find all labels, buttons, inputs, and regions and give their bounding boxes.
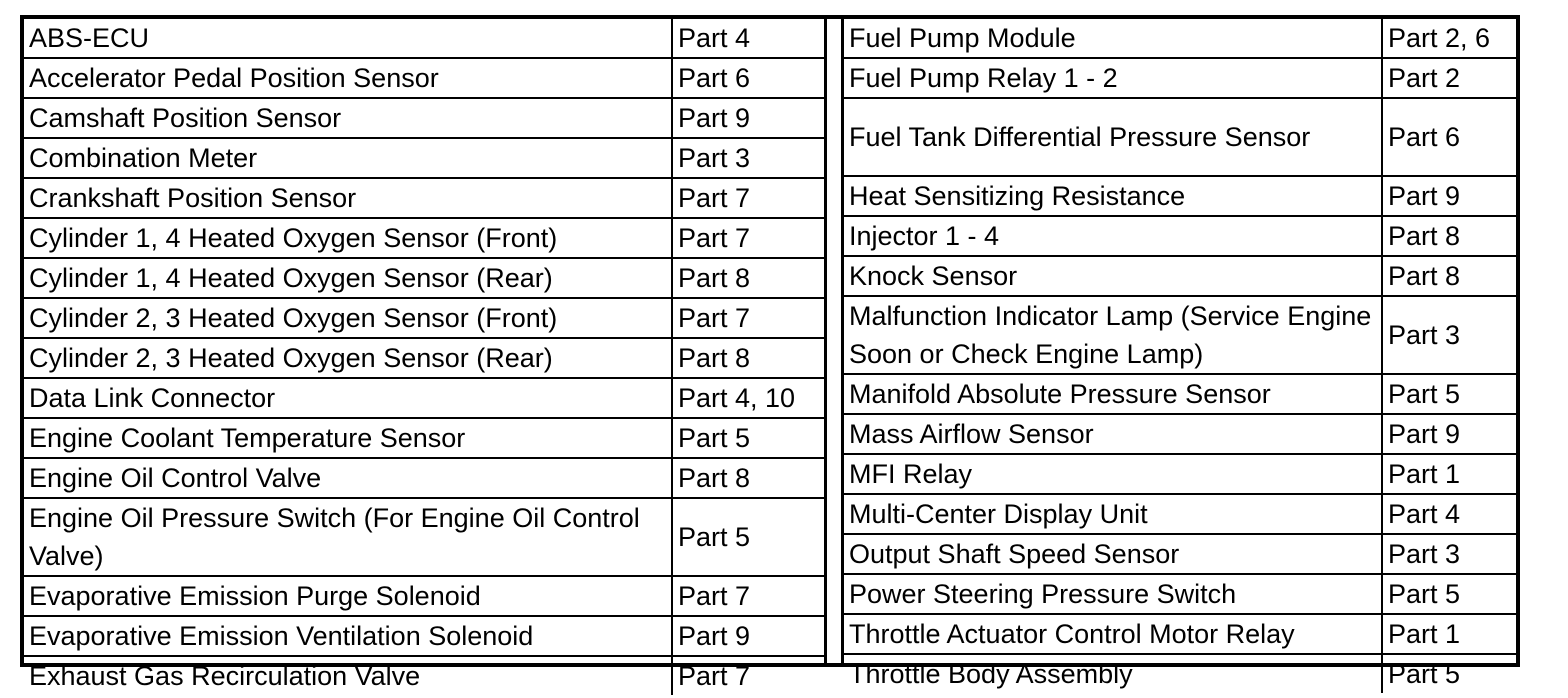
part-ref: Part 1 bbox=[1382, 454, 1516, 494]
part-ref: Part 6 bbox=[1382, 98, 1516, 176]
table-row bbox=[24, 656, 824, 695]
component-name: Engine Oil Pressure Switch (For Engine Oil Control Valve) bbox=[24, 498, 672, 576]
table-row bbox=[24, 498, 824, 576]
component-name: Knock Sensor bbox=[844, 256, 1382, 296]
part-ref: Part 7 bbox=[672, 656, 824, 695]
table-row bbox=[24, 218, 824, 258]
part-ref: Part 6 bbox=[672, 58, 824, 98]
table-row bbox=[24, 616, 824, 656]
part-ref: Part 3 bbox=[1382, 534, 1516, 574]
part-ref: Part 3 bbox=[672, 138, 824, 178]
table-row bbox=[844, 654, 1516, 693]
component-name: Malfunction Indicator Lamp (Service Engine Soon or Check Engine Lamp) bbox=[844, 296, 1382, 374]
component-name: Manifold Absolute Pressure Sensor bbox=[844, 374, 1382, 414]
table-row bbox=[844, 534, 1516, 574]
part-ref: Part 7 bbox=[672, 218, 824, 258]
table-row bbox=[844, 296, 1516, 374]
table-row bbox=[844, 454, 1516, 494]
component-name: Throttle Actuator Control Motor Relay bbox=[844, 614, 1382, 654]
part-ref: Part 4, 10 bbox=[672, 378, 824, 418]
component-name: Camshaft Position Sensor bbox=[24, 98, 672, 138]
component-name: MFI Relay bbox=[844, 454, 1382, 494]
part-ref: Part 9 bbox=[672, 616, 824, 656]
component-name: Throttle Body Assembly bbox=[844, 654, 1382, 693]
part-ref: Part 7 bbox=[672, 298, 824, 338]
part-ref: Part 5 bbox=[1382, 374, 1516, 414]
component-name: Mass Airflow Sensor bbox=[844, 414, 1382, 454]
part-ref: Part 5 bbox=[672, 498, 824, 576]
component-name: Power Steering Pressure Switch bbox=[844, 574, 1382, 614]
part-ref: Part 9 bbox=[1382, 414, 1516, 454]
component-name: Cylinder 1, 4 Heated Oxygen Sensor (Rear) bbox=[24, 258, 672, 298]
table-row bbox=[24, 418, 824, 458]
part-ref: Part 8 bbox=[1382, 256, 1516, 296]
table-row bbox=[844, 256, 1516, 296]
component-name: Heat Sensitizing Resistance bbox=[844, 176, 1382, 216]
part-ref: Part 8 bbox=[1382, 216, 1516, 256]
part-ref: Part 3 bbox=[1382, 296, 1516, 374]
part-ref: Part 5 bbox=[1382, 654, 1516, 693]
component-name: Fuel Pump Module bbox=[844, 19, 1382, 58]
part-ref: Part 4 bbox=[1382, 494, 1516, 534]
component-name: Data Link Connector bbox=[24, 378, 672, 418]
table-row bbox=[24, 298, 824, 338]
part-ref: Part 8 bbox=[672, 338, 824, 378]
component-name: Accelerator Pedal Position Sensor bbox=[24, 58, 672, 98]
component-name: Evaporative Emission Purge Solenoid bbox=[24, 576, 672, 616]
table-row bbox=[844, 216, 1516, 256]
part-ref: Part 5 bbox=[672, 418, 824, 458]
table-row bbox=[844, 494, 1516, 534]
part-ref: Part 1 bbox=[1382, 614, 1516, 654]
table-row bbox=[24, 178, 824, 218]
table-row bbox=[24, 458, 824, 498]
part-ref: Part 8 bbox=[672, 258, 824, 298]
component-name: Engine Oil Control Valve bbox=[24, 458, 672, 498]
column-divider-left bbox=[824, 19, 827, 663]
part-ref: Part 7 bbox=[672, 178, 824, 218]
table-row bbox=[24, 58, 824, 98]
table-row bbox=[844, 574, 1516, 614]
component-name: Multi-Center Display Unit bbox=[844, 494, 1382, 534]
table-row bbox=[844, 176, 1516, 216]
component-location-index bbox=[20, 15, 1520, 691]
table-row bbox=[24, 338, 824, 378]
component-name: Evaporative Emission Ventilation Solenoid bbox=[24, 616, 672, 656]
part-ref: Part 2 bbox=[1382, 58, 1516, 98]
table-row bbox=[844, 58, 1516, 98]
component-name: Combination Meter bbox=[24, 138, 672, 178]
component-name: Fuel Tank Differential Pressure Sensor bbox=[844, 98, 1382, 176]
component-name: Fuel Pump Relay 1 - 2 bbox=[844, 58, 1382, 98]
component-name: Exhaust Gas Recirculation Valve bbox=[24, 656, 672, 695]
table-row bbox=[844, 414, 1516, 454]
table-row bbox=[24, 19, 824, 58]
table-row bbox=[24, 576, 824, 616]
part-ref: Part 9 bbox=[672, 98, 824, 138]
table-row bbox=[24, 98, 824, 138]
part-ref: Part 8 bbox=[672, 458, 824, 498]
part-ref: Part 4 bbox=[672, 19, 824, 58]
table-row bbox=[844, 614, 1516, 654]
component-name: Cylinder 1, 4 Heated Oxygen Sensor (Front) bbox=[24, 218, 672, 258]
component-name: Cylinder 2, 3 Heated Oxygen Sensor (Rear) bbox=[24, 338, 672, 378]
component-name: Output Shaft Speed Sensor bbox=[844, 534, 1382, 574]
part-ref: Part 2, 6 bbox=[1382, 19, 1516, 58]
component-name: ABS-ECU bbox=[24, 19, 672, 58]
component-name: Cylinder 2, 3 Heated Oxygen Sensor (Front) bbox=[24, 298, 672, 338]
table-row bbox=[844, 19, 1516, 58]
part-ref: Part 5 bbox=[1382, 574, 1516, 614]
left-index-table bbox=[24, 19, 824, 695]
table-row bbox=[24, 258, 824, 298]
component-name: Engine Coolant Temperature Sensor bbox=[24, 418, 672, 458]
right-index-table bbox=[844, 19, 1516, 693]
part-ref: Part 7 bbox=[672, 576, 824, 616]
table-row bbox=[24, 138, 824, 178]
part-ref: Part 9 bbox=[1382, 176, 1516, 216]
table-row bbox=[844, 374, 1516, 414]
component-name: Crankshaft Position Sensor bbox=[24, 178, 672, 218]
table-row bbox=[844, 98, 1516, 176]
table-row bbox=[24, 378, 824, 418]
component-name: Injector 1 - 4 bbox=[844, 216, 1382, 256]
